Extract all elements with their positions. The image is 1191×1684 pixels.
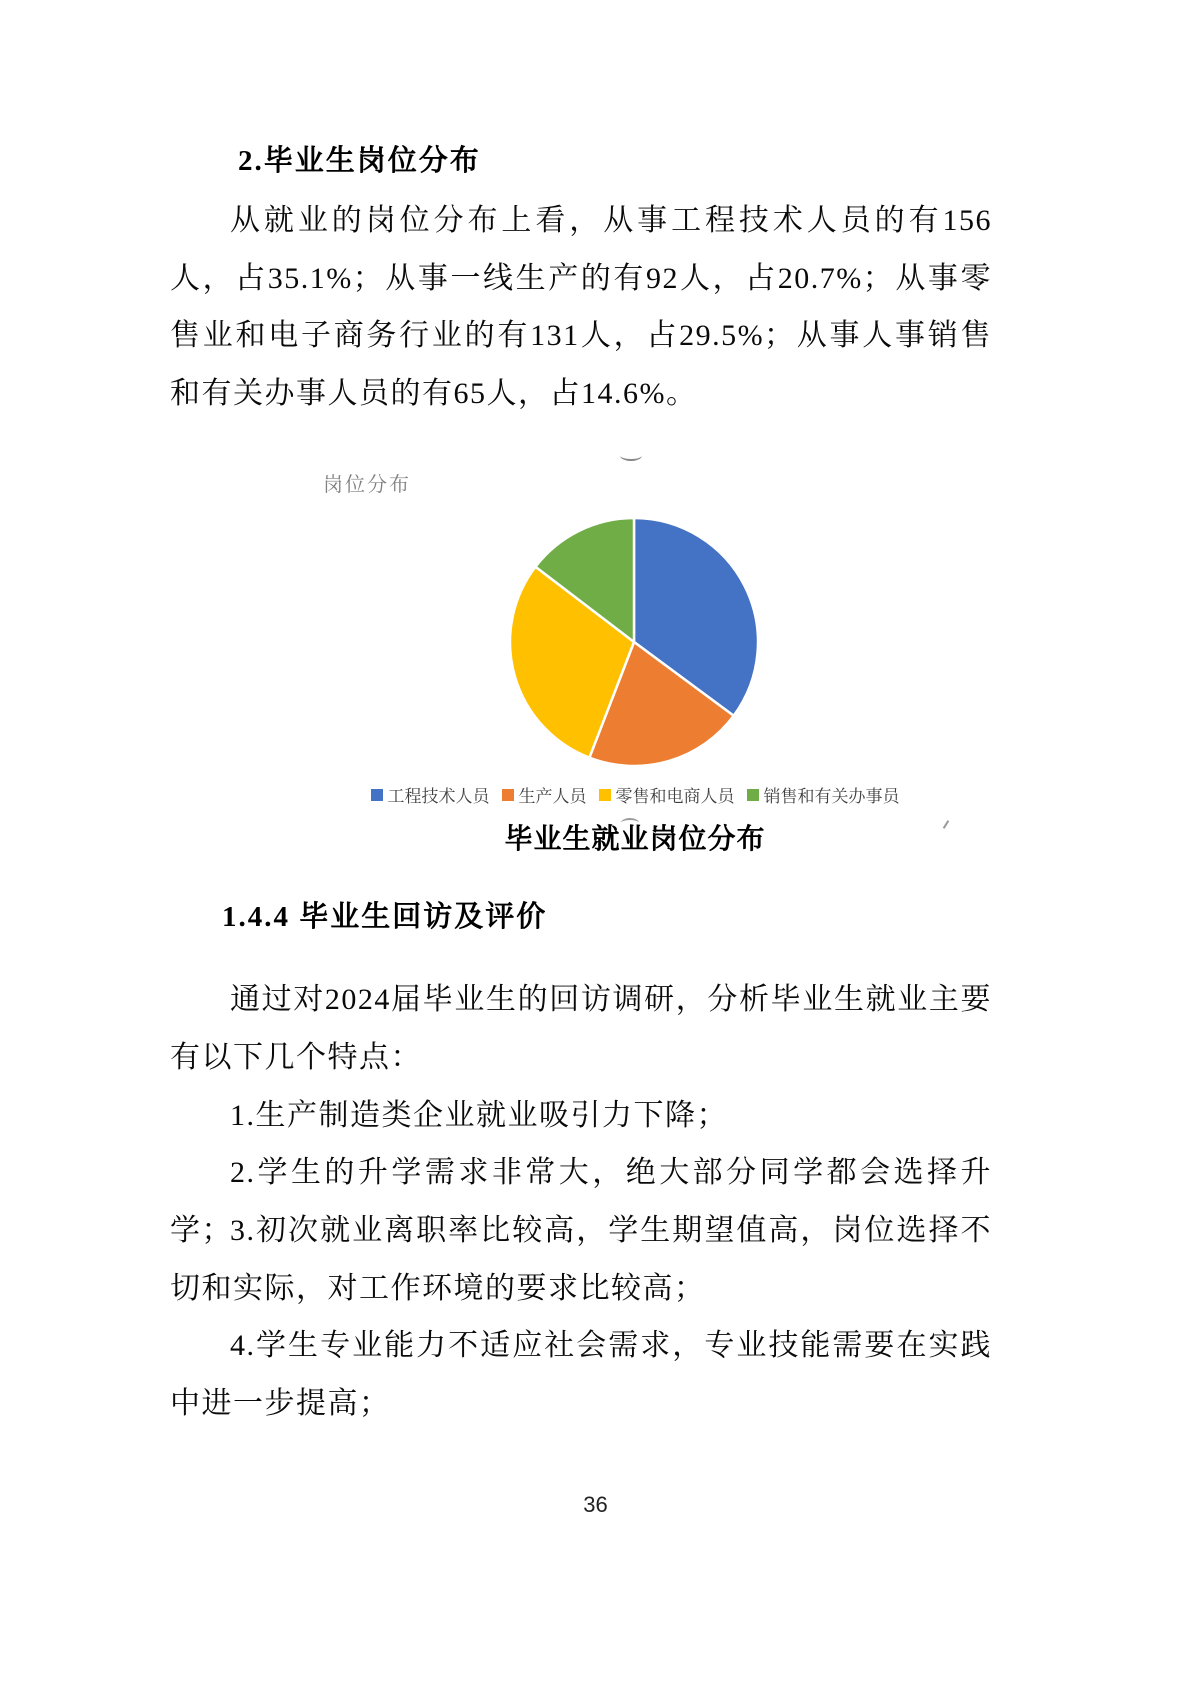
positions-paragraph: 从就业的岗位分布上看，从事工程技术人员的有156人，占35.1%；从事一线生产的有92人，占20.7%；从事零售业和电子商务行业的有131人，占29.5%；从事人事销售和有关办事人员的有65人，占14.6%。 [170, 204, 992, 410]
legend-label: 零售和电商人员 [615, 787, 735, 806]
legend-label: 销售和有关办事员 [763, 787, 900, 806]
legend-swatch-icon [502, 789, 514, 801]
scan-artifact-squiggle [620, 450, 642, 461]
figure-caption: 毕业生就业岗位分布 [504, 824, 766, 855]
review-item-1: 1.生产制造类企业就业吸引力下降； [230, 1099, 728, 1132]
section-heading-positions: 2.毕业生岗位分布 [238, 145, 481, 177]
legend-label: 工程技术人员 [387, 787, 490, 806]
legend-swatch-icon [371, 789, 383, 801]
pie-plot-area [506, 514, 762, 770]
legend-item-2 [599, 782, 735, 807]
legend-item-0 [371, 782, 490, 807]
review-item-4: 4.学生专业能力不适应社会需求，专业技能需要在实践中进一步提高； [170, 1329, 992, 1420]
chart-title: 岗位分布 [323, 474, 411, 496]
pie-chart-figure [295, 430, 975, 842]
legend-item-3 [747, 782, 900, 807]
review-item-3: 3.初次就业离职率比较高，学生期望值高，岗位选择不切和实际，对工作环境的要求比较高； [170, 1214, 992, 1305]
legend-item-1 [502, 782, 587, 807]
legend-label: 生产人员 [518, 787, 587, 806]
legend-swatch-icon [747, 789, 759, 801]
review-intro-paragraph: 通过对2024届毕业生的回访调研，分析毕业生就业主要有以下几个特点： [170, 983, 992, 1074]
review-item-2: 2.学生的升学需求非常大，绝大部分同学都会选择升学； [170, 1156, 992, 1247]
pie-chart [506, 514, 762, 770]
chart-legend [295, 782, 975, 807]
legend-swatch-icon [599, 789, 611, 801]
page-number: 36 [583, 1492, 608, 1517]
section-heading-review: 1.4.4 毕业生回访及评价 [222, 901, 548, 933]
